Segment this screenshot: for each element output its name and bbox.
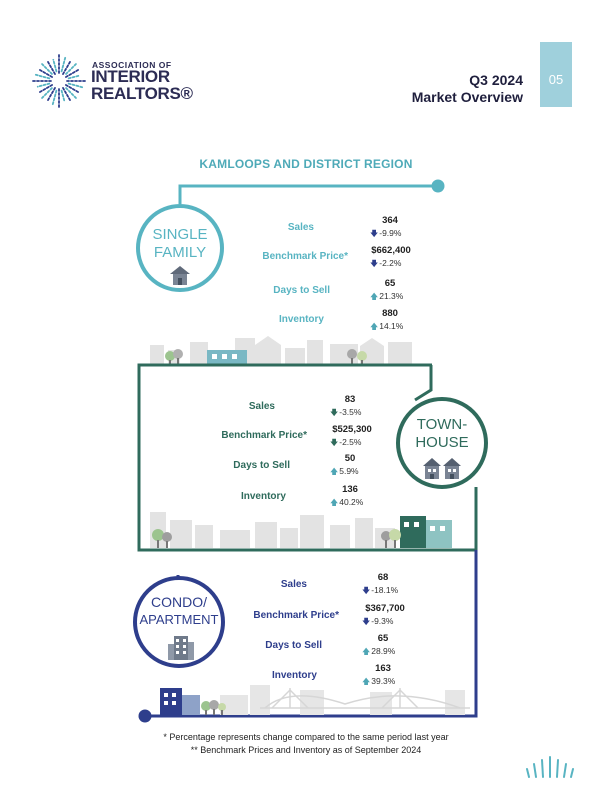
region-title: KAMLOOPS AND DISTRICT REGION: [199, 157, 413, 171]
condo-days-value: 65: [377, 633, 389, 644]
report-title: Market Overview: [411, 89, 523, 105]
arrow-down-icon: 🡇: [362, 617, 371, 626]
townhouse-price-value: $525,300: [332, 424, 372, 435]
single-family-label-line2: FAMILY: [153, 244, 207, 261]
arrow-down-icon: 🡇: [370, 259, 379, 268]
single-family-sales-value: 364: [382, 215, 398, 226]
logo-text-interior: INTERIOR: [91, 67, 170, 86]
footnote-benchmark: ** Benchmark Prices and Inventory as of September 2024: [190, 745, 422, 755]
townhouse-sales-change: 🡇-3.5%: [330, 407, 361, 421]
townhouse-inventory-change: 🡅40.2%: [330, 497, 363, 511]
arrow-up-icon: 🡅: [370, 322, 379, 331]
condo-skyline-accent: [160, 688, 226, 715]
arrow-up-icon: 🡅: [330, 498, 339, 507]
arrow-up-icon: 🡅: [362, 647, 371, 656]
single-family-inventory-label: Inventory: [278, 314, 324, 325]
condo-sales-value: 68: [377, 572, 389, 583]
single-family-price-value: $662,400: [371, 245, 411, 256]
single-family-inventory-change: 🡅14.1%: [370, 321, 403, 335]
arrow-up-icon: 🡅: [362, 677, 371, 686]
condo-sales-label: Sales: [280, 579, 307, 590]
condo-inventory-change: 🡅39.3%: [362, 676, 395, 690]
single-family-sales-label: Sales: [287, 222, 314, 233]
single-family-price-label: Benchmark Price*: [262, 251, 348, 262]
townhouse-days-value: 50: [344, 453, 356, 464]
footnote-percentage: * Percentage represents change compared to the same period last year: [163, 732, 449, 742]
townhouse-price-change: 🡇-2.5%: [330, 437, 361, 451]
single-family-connector-dot: [432, 180, 445, 193]
townhouse-days-label: Days to Sell: [233, 460, 290, 471]
arrow-down-icon: 🡇: [330, 438, 339, 447]
townhouse-label-line2: HOUSE: [415, 434, 469, 451]
single-family-inventory-value: 880: [382, 308, 398, 319]
townhouse-inventory-label: Inventory: [240, 491, 286, 502]
logo-text-association: ASSOCIATION OF: [92, 60, 172, 70]
condo-price-label: Benchmark Price*: [253, 610, 339, 621]
arrow-up-icon: 🡅: [330, 467, 339, 476]
house-icon: [168, 264, 192, 286]
condo-inventory-label: Inventory: [271, 670, 317, 681]
single-family-label-line1: SINGLE: [152, 226, 208, 243]
page-number: 05: [548, 72, 564, 87]
logo-text-realtors: REALTORS®: [91, 84, 193, 103]
condo-label-line2: APARTMENT: [139, 612, 219, 627]
condo-label-line1: CONDO/: [151, 594, 207, 610]
condo-skyline: [220, 685, 465, 715]
townhouse-label-line1: TOWN-: [416, 416, 468, 433]
condo-bridge: [260, 688, 470, 708]
condo-connector-dot: [139, 710, 152, 723]
condo-price-change: 🡇-9.3%: [362, 616, 393, 630]
arrow-up-icon: 🡅: [370, 292, 379, 301]
townhouse-days-change: 🡅5.9%: [330, 466, 359, 480]
condo-badge: [133, 576, 225, 668]
townhouse-inventory-value: 136: [342, 484, 358, 495]
arrow-down-icon: 🡇: [362, 586, 371, 595]
single-family-days-change: 🡅21.3%: [370, 291, 403, 305]
single-family-sales-change: 🡇-9.9%: [370, 228, 401, 242]
townhouse-sales-value: 83: [344, 394, 356, 405]
townhouse-skyline: [150, 512, 395, 548]
single-family-days-label: Days to Sell: [273, 285, 330, 296]
single-family-badge: [136, 204, 224, 292]
footer-starburst-icon: [525, 755, 575, 779]
townhouse-icon: [422, 456, 462, 480]
arrow-down-icon: 🡇: [330, 408, 339, 417]
single-family-skyline: [150, 336, 412, 365]
condo-days-label: Days to Sell: [265, 640, 322, 651]
single-family-days-value: 65: [384, 278, 396, 289]
condo-days-change: 🡅28.9%: [362, 646, 395, 660]
single-family-price-change: 🡇-2.2%: [370, 258, 401, 272]
report-quarter: Q3 2024: [469, 72, 523, 88]
townhouse-price-label: Benchmark Price*: [221, 430, 307, 441]
apartment-building-icon: [168, 634, 194, 660]
arrow-down-icon: 🡇: [370, 229, 379, 238]
condo-sales-change: 🡇-18.1%: [362, 585, 398, 599]
single-family-connector-line: [180, 186, 437, 204]
condo-price-value: $367,700: [365, 603, 405, 614]
condo-inventory-value: 163: [375, 663, 391, 674]
townhouse-sales-label: Sales: [248, 401, 275, 412]
townhouse-badge: [396, 397, 488, 489]
